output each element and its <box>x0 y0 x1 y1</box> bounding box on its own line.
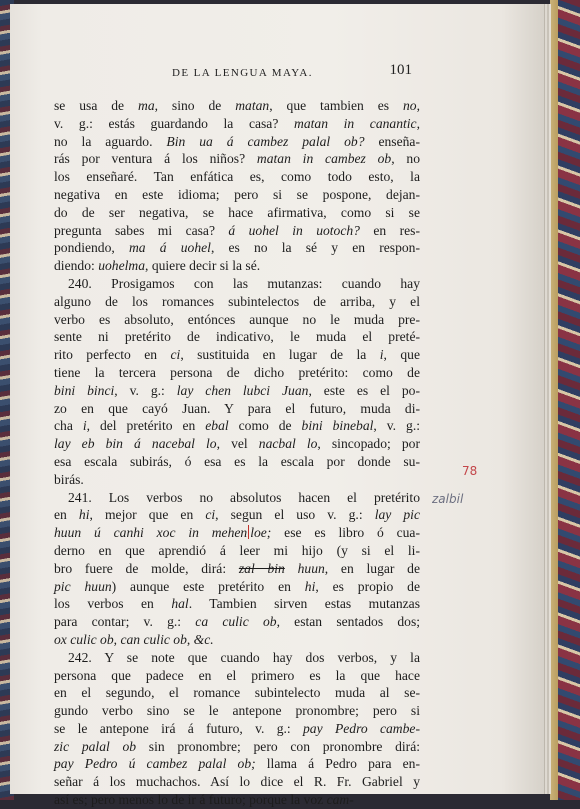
text-line: se le antepone irá á futuro, v. g.: pay Pedro cambe- <box>54 720 420 736</box>
text-line: esa escala subirás, ó esa es la escala por donde su- <box>54 453 420 469</box>
text-line: zo en que cayó Juan. Y para el futuro, muda di- <box>54 400 420 416</box>
text-line: sente ni pretérito de indicativo, le muda el preté- <box>54 329 420 345</box>
text-line: los enseñaré. Tan enfática es, como todo esto, la <box>54 169 420 185</box>
book-page <box>10 4 544 808</box>
text-line: cha i, del pretérito en ebal como de bini binebal, v. g.: <box>54 418 420 434</box>
margin-annotation-word: zalbil <box>432 492 464 506</box>
text-line: huun ú canhi xoc in mehen loe; ese es libro ó cua- <box>54 525 420 541</box>
text-line: gundo verbo sino se le antepone pronombre; pero si <box>54 703 420 719</box>
text-line: birás. <box>54 471 84 487</box>
body-text <box>54 97 420 809</box>
text-line: pay Pedro ú cambez palal ob; llama á Pedro para en- <box>54 756 420 772</box>
text-line: pondiendo, ma á uohel, es no la sé y en respon- <box>54 240 420 256</box>
text-line: ox culic ob, can culic ob, &c. <box>54 631 214 647</box>
text-line: pic huun) aunque este pretérito en hi, es propio de <box>54 578 420 594</box>
text-line: bini binci, v. g.: lay chen lubci Juan, este es el po- <box>54 382 420 398</box>
text-line: pregunta sabes mi casa? á uohel in uotoch? en res- <box>54 222 420 238</box>
text-line: para contar; v. g.: ca culic ob, estan sentados dos; <box>54 614 421 630</box>
text-line: v. g.: estás guardando la casa? matan in canantic, <box>54 115 420 131</box>
margin-annotation-number: 78 <box>462 464 478 478</box>
text-line: en el segundo, el romance subintelecto muda al se- <box>54 685 420 701</box>
text-line: persona que padece en el primero es la que hace <box>54 667 420 683</box>
text-line: rás por ventura á los niños? matan in cambez ob, no <box>54 151 421 167</box>
text-line: 241. Los verbos no absolutos hacen el pretérito <box>68 489 420 505</box>
text-line: 240. Prosigamos con las mutanzas: cuando hay <box>68 275 420 291</box>
text-line: zic palal ob sin pronombre; pero con pronombre dirá: <box>54 738 421 754</box>
text-line: así es; pero menos lo de ir á futuro; porque la voz cam- <box>54 792 354 808</box>
text-line: 242. Y se note que cuando hay dos verbos, y la <box>68 649 420 665</box>
text-line: no la aguardo. Bin ua á cambez palal ob? enseña- <box>54 133 420 149</box>
text-line: diendo: uohelma, quiere decir si la sé. <box>54 258 261 274</box>
text-line: alguno de los romances subintelectos de arriba, y el <box>54 293 420 309</box>
text-line: lay eb bin á nacebal lo, vel nacbal lo, sincopado; por <box>54 436 420 452</box>
text-line: en hi, mejor que en ci, segun el uso v. g.: lay pic <box>54 507 420 523</box>
text-line: verbo es absoluto, entónces aunque no le muda pre- <box>54 311 420 327</box>
text-line: rito perfecto en ci, sustituida en lugar de la i, que <box>54 347 420 363</box>
text-line: derno en que aprendió á leer mi hijo (y si el li- <box>54 542 420 558</box>
text-line: bro fuere de molde, dirá: zal bin huun, en lugar de <box>54 560 420 576</box>
text-line: negativa en este idioma; pero si se pospone, dejan- <box>54 186 420 202</box>
page-number: 101 <box>389 62 412 78</box>
text-line: se usa de ma, sino de matan, que tambien es no, <box>54 98 420 113</box>
running-head-title: DE LA LENGUA MAYA. <box>172 67 313 79</box>
marbled-endpaper-right <box>558 0 580 800</box>
text-line: señar á los muchachos. Así lo dice el R. Fr. Gabriel y <box>54 774 420 790</box>
text-line: los verbos en hal. Tambien sirven estas mutanzas <box>54 596 421 612</box>
text-line: tiene la tercera persona de dicho pretérito: como de <box>54 364 420 380</box>
text-line: do de ser negativa, se hace afirmativa, como si se <box>54 204 420 220</box>
